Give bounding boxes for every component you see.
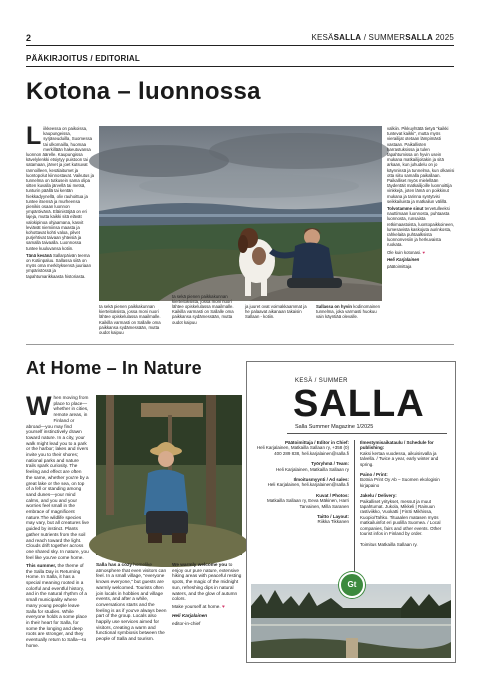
masthead-entry [253,514,349,525]
hero-photo-illustration [99,126,382,301]
finnish-title: Kotona – luonnossa [26,78,261,105]
masthead-entry-head: Ilmoitusmyynti / Ad sales: [293,477,349,483]
masthead-brand: SALLA [293,383,425,425]
finnish-signature-name: Heli Karjalainen [387,256,420,262]
finnish-lead-bold: Sallassa on hyvin [316,304,353,309]
masthead-entry-head: Taitto / Layout: [317,514,349,520]
running-title-brand: SALLA [333,33,362,42]
masthead-box [246,361,456,663]
hero-photo-fell-dog [99,126,382,301]
masthead-entry [360,493,450,536]
masthead-entry [360,472,450,488]
running-title-part: KESÄ [311,33,334,42]
finnish-closing: Ole kuin kotonasi. [387,249,422,255]
masthead-entry [253,461,349,472]
english-body: hen moving from place to place—whether in cities, remote areas, in Finland or abroad—you may find yourself instinctively drawn toward nature. In a city, your walk might lead you to a park or the harbor; lakes and rivers invite you to their shores; national parks and nature trails spark curiosity. The feeling and effect are often the same, whether you're by a great lake or the sea, on top of a fell or standing among sand dunes—your mind calms, and you and your worries feel small in the embrace of magnificent nature.The wildlife species may vary, but all creatures live guided by instinct. Plants gather nutrients from the soil and reach toward the light. Clouds drift together across one shared sky. In nature, you feel like you've come home. [26,395,89,560]
masthead-entry [253,493,349,509]
masthead-right-column [360,440,450,552]
english-title: At Home – In Nature [26,358,202,378]
masthead-entry-body: Botnia Print Oy Ab – Suomen ekologisin kirjapaino [360,477,440,488]
masthead-subtitle: Salla Summer Magazine 1/2025 [295,424,374,430]
masthead-entry-body: Toimitus Matkailla Sallaan ry. [360,541,418,547]
finnish-body: valkiin. Pikkuyhtätä tietyä "kaikki tuntevat kaikki", mutta myös vierailijat otetaan lämpimästi vastaan. Paikallisten harrastuksissa ja tulen tapahtumissa on hyvin usein mukana matkailijoitakin ja sitä arkaan, kun juhudelu on jo käynnissä ja tunnelma, kun olkanisi otta siitu samalla paikallaan. Paikalliset myös mielellään täydentäit matkailijoille luonnoittija vinkkejä, joten lämä on poikkinut mukana ja tarinna syntytvisi seikkailuista ja matkailun välillä. [387,126,455,204]
english-signature-name: Heli Karjalainen [172,612,208,618]
finnish-body: iikkeessa on paikoissa, kaupungeissa, syrjäseuduilla, Suomessa tai ulkomailla, huomaa merkillään hakeutuvansa luonnon äärelle. Kaupungissa kävelylenkki etsiytyy puistoon tai satamaan, järvet ja joet kutsuvat rannoilleen, kesälaitumet ja luontopolut kiinnostavat. Vaikutus ja tunnelma on tutkusein sama olipa sitten kuvalla järvellä tai metsä, tunturin päällä tai kentän hiekkadyynellä, oliv rauhoittua ja tuntee itsensä ja murheensa pienikis osaan luonnon ympäröivänä. Eläinistöjää on eri lajeja, mutta kaikki sitä elävät valokipinoa ohjaamana, kasvit leviävät niemiinsa maasta ja kohottavat kohti valoa, pilvet purjehtivat taivaan yhteisiä ja samalla taivaalla. Luonnossa tuntee kuuluvansa kotiin. [26,126,94,251]
masthead-entry-head: Kuvat / Photos: [315,492,349,498]
masthead-entry [360,542,450,547]
forest-photo-illustration [96,395,242,555]
masthead-entry-body: Riikka Tikkanen [317,519,349,525]
finnish-body: Sallarpäivän teema on Kotiinpaluu. Sallassa siitä on myös oma merkityksensä juuriaan ympäristössä ja tapahtumarikkaasta historiasta. [26,252,91,279]
finnish-body: ja juuret ovat voimakkaammat ja he palaavat aikanaan takaisin Sallaan - kotiin. [245,304,307,320]
english-body: to enjoy our pure nature, extensive hiking areas with peaceful resting spots, the magic of the midnight sun, refreshing dips in natural waters, and the glow of autumn colors. [172,562,242,602]
mid-rule [26,344,454,345]
masthead-left-column [253,440,349,530]
english-lead-bold: We warmly welcome you [172,562,228,567]
running-title-part: 2025 [432,33,454,42]
finnish-column-2b [172,293,240,338]
masthead-divider [354,440,355,572]
english-column-2 [96,562,167,665]
running-title-part: / SUMMER [361,33,406,42]
finnish-lead-bold: Tolvotamme sinut [387,206,424,212]
masthead-entry [253,477,349,488]
finnish-column-2 [99,304,167,338]
masthead-entry-head: Työryhmä / Team: [311,461,349,467]
finnish-lead-bold: Tänä kesänä [26,252,52,258]
finnish-column-3 [245,304,311,338]
running-title-brand: SALLA [405,33,433,42]
page-number: 2 [26,33,32,43]
english-column-3 [172,562,242,665]
forest-photo-woman [96,395,242,555]
masthead-small-title: KESÄ / SUMMER [295,378,348,384]
header-rule [26,45,454,46]
masthead-entry-body: Heli Karjalainen, Matkailla Sallaan ry, +358 (0) 400 289 838, heli.karjalainen@salla.fi [256,445,349,456]
masthead-entry-head: Ilmestymisaikataulu / Schedule for publishing: [360,440,434,451]
masthead-entry-body: Paikalliset yritykset, messut ja muut tapahtumat. Jukola, Mikkeli | Rainuun rastiviikko, Vuokatti | FinSi Mikhissa, Kuopio/Tahko. Tituaalen matasen myös matkailuinfot eri puolilla Suomea. / Local companies, fairs and other events. Other tourist infos in Finland by order. [360,498,442,537]
finnish-body: kodinomainen tunnelma, joka varmasti huokuu vain käyntiää olevalle. [316,304,381,320]
english-closing: Make yourself at home. [172,604,221,610]
english-body: homelike atmosphere that even visitors can feel. In a small village, "everyone knows everyone," but guests are warmly welcomed. Tourists often join locals in hobbies and village events, and after a while, conversations starts and the feeling is as if you've always been part of the group. Locals also happily use services aimed for visitors, creating a warm and functional symbiosis between the people of Salla and tourism. [96,562,167,642]
masthead-entry-body: Heli Karjalainen, heli.karjalainen@salla.fi [267,482,349,488]
finnish-body: tervetulleeksi nauttimaan luonnosta, puhtaasta luonnosta, runsaista retkimaastoista, luontopaikkoineen, lumesavista kaskojuta aurinkosta, rahkelaita puhtaalksista luonnonvesiin ja herkuvaista ruokata. [387,206,455,248]
masthead-rule [287,433,447,434]
english-signature-role: editor-in-chief [172,620,201,626]
section-label: PÄÄKIRJOITUS / EDITORIAL [26,54,140,63]
english-column-1 [26,391,89,665]
masthead-entry-body: Kaksi kertaa vuodessa, aikuisisvalla ja talvella. / Twice a year, early winter and spring. [360,450,439,467]
heart-icon: ♥ [222,604,225,610]
finnish-column-1 [26,122,94,334]
finnish-body: ta sekä pienen paikkakunnan kierteitoksista, jossa moni nuori lähtee opiskelulassa maailmalle. Kaikilla varmasti on Sallalle oma paikkansa sydämessään, mutta oudot kaipuu [99,304,161,336]
masthead-entry-head: Paino / Print: [360,472,388,478]
masthead-entry-head: Päätoimittaja / Editor in Chief: [284,440,349,445]
finnish-body: ta sekä pienen paikkakunnan kierteitoksista, jossa moni nuori lähtee opiskelulassa maailmalle. Kaikilla varmasti on Sallalle oma paikkansa sydämessään, mutta oudot kaipuu [172,293,234,325]
finnish-column-4 [316,304,382,338]
masthead-entry [360,440,450,467]
finnish-column-5 [387,126,455,336]
section-rule [26,66,454,67]
finnish-signature-role: päätoimittaja [387,264,412,270]
masthead-entry [253,440,349,456]
finnish-dropcap: L [26,122,42,150]
heart-icon: ♥ [422,249,425,255]
green-certificate-badge: Gt [339,572,365,598]
english-dropcap: W [26,391,52,421]
masthead-entry-body: Heli Karjalainen, Matkailla Sallaan ry [275,466,349,472]
running-title [311,33,454,42]
english-lead-bold: This summer, [26,562,57,568]
english-body: the theme of the Salla Day is Returning Home. In Salla, it has a special meaning rooted in a colorful and eventful history, and in the natural rhythm of a small municipality where many young people leave Salla for studies. While everyone holds a some place in their heart for Salla, for some the longing and deep roots are stronger, and they eventually return to Salla—to home. [26,562,87,648]
masthead-entry-body: Matkailla Sallaan ry, Eeva Mäkinen, Harri Tarvainen, Milla Saranen [267,498,349,509]
masthead-entry-head: Jakelu / Delivery: [360,493,397,499]
english-lead-bold: Salla has a cozy [96,562,132,567]
